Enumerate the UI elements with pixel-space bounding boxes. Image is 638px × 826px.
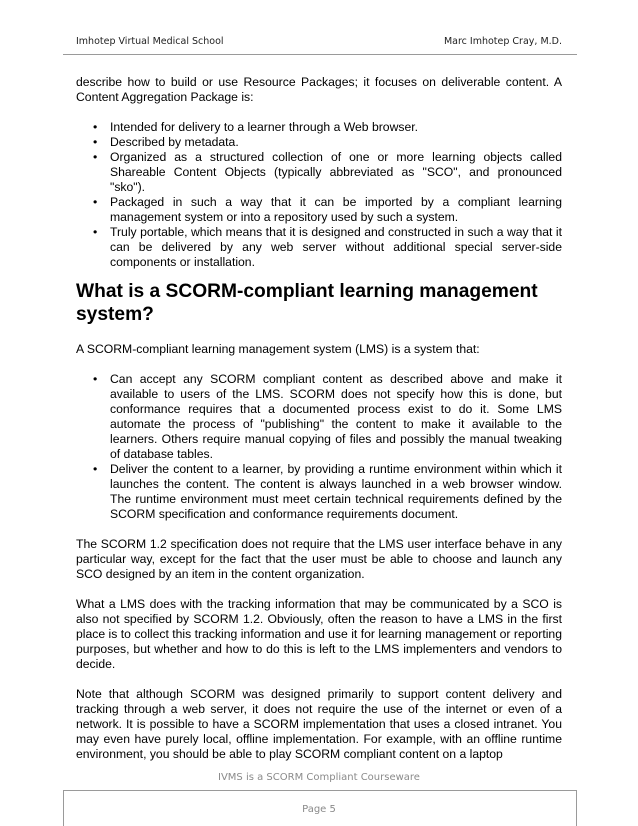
list-item: • Intended for delivery to a learner through a Web browser. (76, 120, 562, 135)
header-right-text: Marc Imhotep Cray, M.D. (443, 36, 562, 47)
body-paragraph: What a LMS does with the tracking information that may be communicated by a SCO is also not specified by SCORM 1.2. Obviously, often the reason to have a LMS in the first place is to collect this tracking information and use it for learning management or reporting purposes, but whether and how to do this is left to the LMS implementers and vendors to decide. (76, 597, 562, 671)
body-paragraph: Note that although SCORM was designed primarily to support content delivery and tracking through a web server, it does not require the use of the internet or even of a network. It is possible to have a SCORM implementation that uses a closed intranet. You may even have purely local, offline implementation. For example, with an offline runtime environment, you should be able to play SCORM compliant content on a laptop (76, 687, 562, 761)
header-left-text: Imhotep Virtual Medical School (76, 36, 224, 47)
list-item: • Organized as a structured collection of one or more learning objects called Shareable Content Objects (typically abbreviated as "SCO", and pronounced "sko"). (76, 150, 562, 195)
document-body (76, 75, 562, 762)
section-heading: What is a SCORM-compliant learning management system? (76, 281, 538, 325)
intro-paragraph: describe how to build or use Resource Packages; it focuses on deliverable content. A Content Aggregation Package is: (76, 75, 562, 104)
package-bullet-list (76, 120, 562, 270)
header-divider (63, 54, 577, 55)
list-item: • Deliver the content to a learner, by providing a runtime environment within which it launches the content. The content is always launched in a web browser window. The runtime environment must meet certain technical requirements defined by the SCORM specification and conformance requirements document. (76, 462, 562, 522)
lms-intro-paragraph: A SCORM-compliant learning management system (LMS) is a system that: (76, 342, 480, 356)
list-item: • Truly portable, which means that it is designed and constructed in such a way that it can be delivered by any web server without additional special server-side components or installation. (76, 225, 562, 270)
body-paragraph: The SCORM 1.2 specification does not require that the LMS user interface behave in any particular way, except for the fact that the user must be able to choose and launch any SCO designed by an item in the content organization. (76, 537, 562, 581)
page-number: Page 5 (302, 804, 336, 815)
footer-title: IVMS is a SCORM Compliant Courseware (218, 772, 420, 783)
lms-bullet-list (76, 372, 562, 522)
list-item: • Described by metadata. (76, 135, 562, 150)
list-item: • Can accept any SCORM compliant content as described above and make it available to users of the LMS. SCORM does not specify how this is done, but conformance requires that a documented process exist to do it. Some LMS automate the process of "publishing" the content to make it available to the learners. Others require manual copying of files and possibly the manual tweaking of database tables. (76, 372, 562, 462)
list-item: • Packaged in such a way that it can be imported by a compliant learning management system or into a repository used by such a system. (76, 195, 562, 225)
